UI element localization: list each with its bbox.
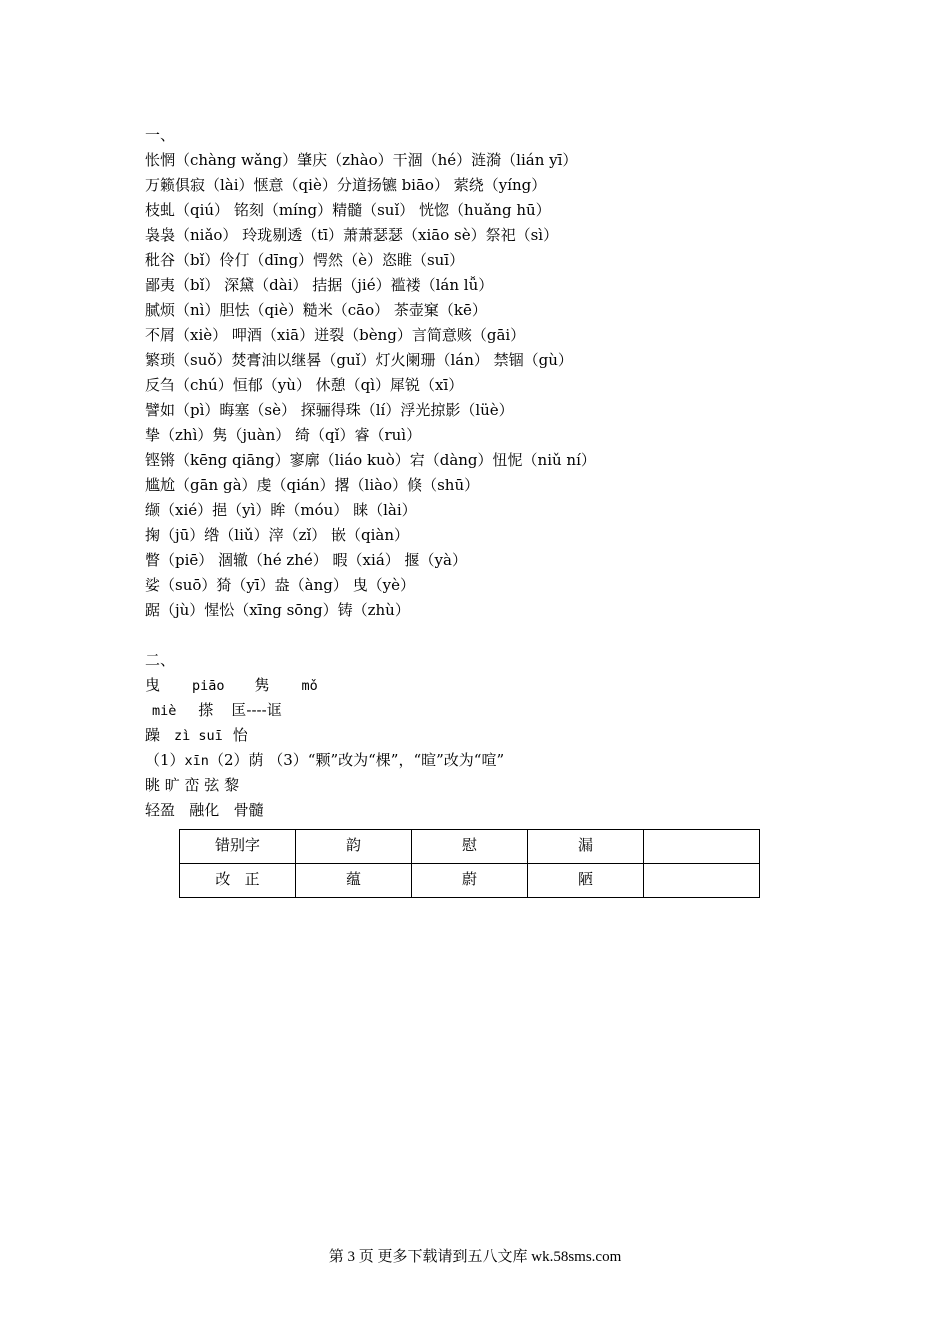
table-cell: 陋 bbox=[528, 864, 644, 898]
table-cell bbox=[644, 864, 760, 898]
table-header-cell: 改 正 bbox=[180, 864, 296, 898]
section-one-heading: 一、 bbox=[145, 126, 176, 144]
vocab-line: 繁琐（suǒ）焚膏油以继晷（guǐ）灯火阑珊（lán） 禁锢（gù） bbox=[145, 351, 573, 369]
answer-pinyin: zì suī bbox=[174, 728, 223, 744]
vocab-line: 鄙夷（bǐ） 深黛（dài） 拮据（jié）褴褛（lán lǚ） bbox=[145, 276, 494, 294]
page-footer: 第 3 页 更多下载请到五八文库 wk.58sms.com bbox=[328, 1249, 622, 1265]
answer-line-3 bbox=[145, 723, 845, 748]
vocab-line: 万籁俱寂（lài）惬意（qiè）分道扬镳 biāo） 萦绕（yíng） bbox=[145, 176, 547, 194]
table-cell: 漏 bbox=[528, 830, 644, 864]
answer-line-2 bbox=[145, 698, 845, 723]
vocab-line: 譬如（pì）晦塞（sè） 探骊得珠（lí）浮光掠影（lüè） bbox=[145, 401, 514, 419]
vocab-line: 铿锵（kēng qiāng）寥廓（liáo kuò）宕（dàng）忸怩（niǔ ní） bbox=[145, 451, 596, 469]
answer-char: 怡 bbox=[232, 726, 248, 744]
answer-pinyin: mǒ bbox=[301, 678, 318, 694]
vocab-line: 秕谷（bǐ）伶仃（dīng）愕然（è）恣睢（suī） bbox=[145, 251, 465, 269]
answer-char: 搽 bbox=[198, 701, 214, 719]
vocab-line: 腻烦（nì）胆怯（qiè）糙米（cāo） 茶壶窠（kē） bbox=[145, 301, 487, 319]
vocab-line: 枝虬（qiú） 铭刻（míng）精髓（suǐ） 恍惚（huǎng hū） bbox=[145, 201, 551, 219]
section-one bbox=[145, 123, 845, 623]
vocab-line: 踞（jù）惺忪（xīng sōng）铸（zhù） bbox=[145, 601, 410, 619]
answer-pinyin: piāo bbox=[192, 678, 225, 694]
table-cell: 慰 bbox=[412, 830, 528, 864]
vocab-line: 怅惘（chàng wǎng）肇庆（zhào）干涸（hé）涟漪（lián yī） bbox=[145, 151, 578, 169]
answer-text: 匡----诓 bbox=[231, 701, 282, 719]
table-cell: 蕴 bbox=[296, 864, 412, 898]
answer-pinyin: miè bbox=[152, 703, 177, 719]
answer-char: 曳 bbox=[145, 676, 161, 694]
correction-table bbox=[179, 829, 760, 898]
answer-text: （1） bbox=[145, 751, 185, 769]
answer-char: 隽 bbox=[254, 676, 270, 694]
table-cell: 韵 bbox=[296, 830, 412, 864]
vocab-line: 尴尬（gān gà）虔（qián）撂（liào）倏（shū） bbox=[145, 476, 480, 494]
vocab-line: 瞥（piē） 涸辙（hé zhé） 暇（xiá） 揠（yà） bbox=[145, 551, 467, 569]
answer-pinyin: xīn bbox=[184, 753, 209, 769]
section-two bbox=[145, 648, 845, 823]
section-one-lines bbox=[145, 148, 845, 623]
vocab-line: 反刍（chú）恒郁（yù） 休憩（qì）犀锐（xī） bbox=[145, 376, 464, 394]
answer-char: 躁 bbox=[145, 726, 161, 744]
vocab-line: 不屑（xiè） 呷酒（xiā）迸裂（bèng）言简意赅（gāi） bbox=[145, 326, 526, 344]
answer-line-4 bbox=[145, 748, 845, 773]
vocab-line: 娑（suō）猗（yī）盎（àng） 曳（yè） bbox=[145, 576, 415, 594]
table-row bbox=[180, 864, 760, 898]
table-cell bbox=[644, 830, 760, 864]
vocab-line: 挚（zhì）隽（juàn） 绮（qǐ）睿（ruì） bbox=[145, 426, 422, 444]
vocab-line: 缬（xié）挹（yì）眸（móu） 睐（lài） bbox=[145, 501, 417, 519]
table-header-cell: 错别字 bbox=[180, 830, 296, 864]
table-cell: 蔚 bbox=[412, 864, 528, 898]
answer-text: （2）荫 （3）“颗”改为“棵”，“暄”改为“喧” bbox=[208, 751, 505, 769]
answer-line-1 bbox=[145, 673, 845, 698]
vocab-line: 掬（jū）绺（liǔ）滓（zǐ） 嵌（qiàn） bbox=[145, 526, 410, 544]
table-row bbox=[180, 830, 760, 864]
answer-line-5: 眺 旷 峦 弦 黎 bbox=[145, 776, 240, 794]
answer-line-6: 轻盈 融化 骨髓 bbox=[145, 801, 264, 819]
section-two-heading: 二、 bbox=[145, 651, 176, 669]
vocab-line: 袅袅（niǎo） 玲珑剔透（tī）萧萧瑟瑟（xiāo sè）祭祀（sì） bbox=[145, 226, 559, 244]
